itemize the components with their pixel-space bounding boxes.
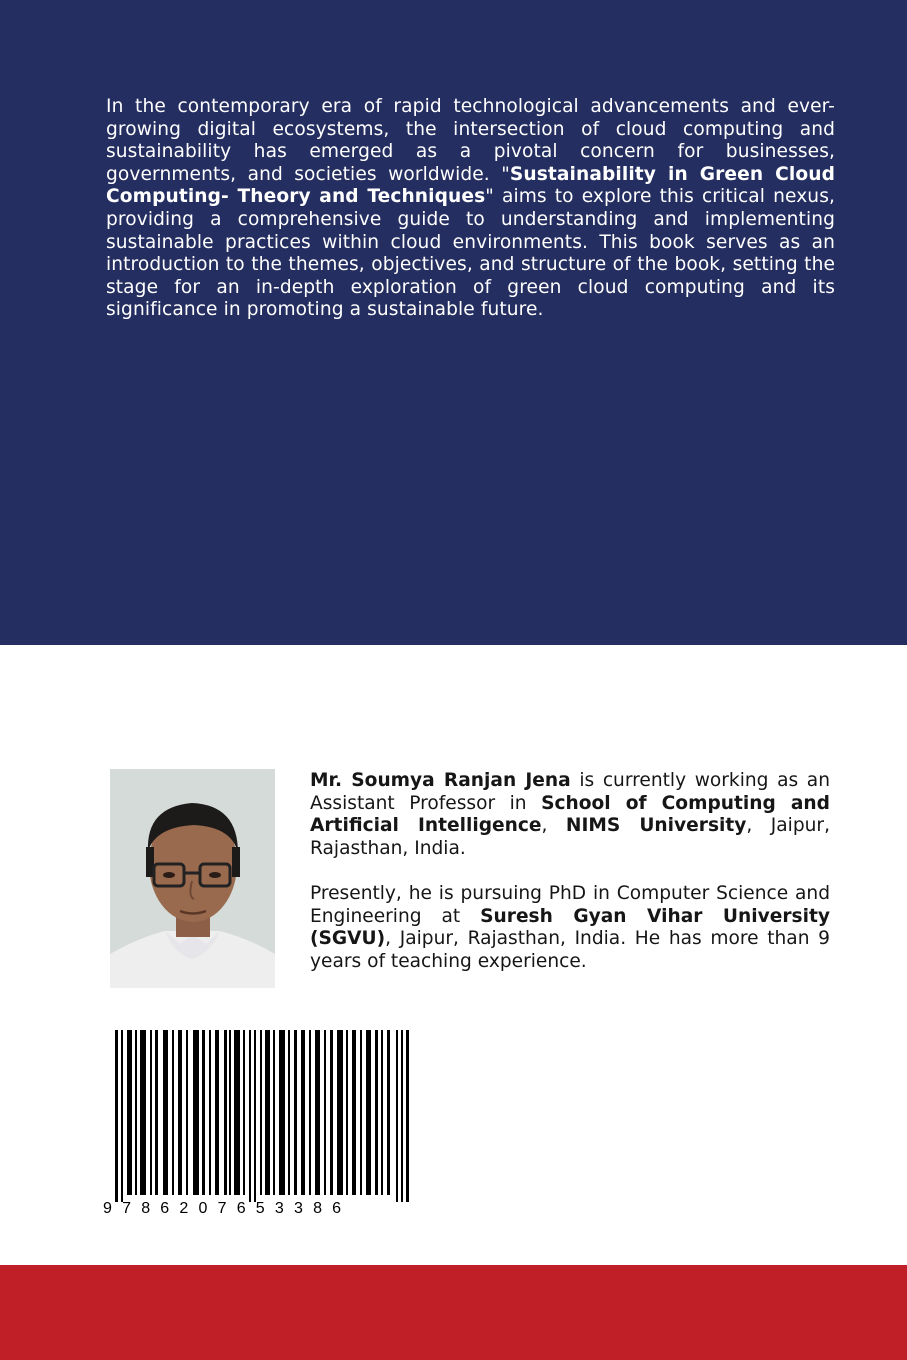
phd-university-name: Suresh Gyan Vihar University (SGVU) [310, 905, 830, 950]
bottom-red-band [0, 1265, 907, 1360]
description-rest: " aims to explore this critical nexus, providing a comprehensive guide to understanding and implementing sustainable practices within cloud environments. This book serves as an introduction to the themes, objectives, and structure of the book, setting the stage for an in-depth exploration of green cloud computing and its significance in promoting a sustainable future. [106, 186, 835, 321]
isbn-digits: 9786207653386 [103, 1200, 352, 1217]
description-intro: In the contemporary era of rapid technological advancements and ever-growing digital ecosystems, the intersection of cloud computing and sustainability has emerged as a pivotal concern for businesses, governments, and societies worldwide. " [106, 96, 835, 185]
school-name: School of Computing and Artificial Intelligence [310, 792, 830, 837]
bio-text: , Jaipur, Rajasthan, India. He has more than 9 years of teaching experience. [310, 928, 830, 972]
bio-text: , [541, 815, 566, 837]
author-bio [310, 770, 830, 996]
university-name: NIMS University [565, 815, 747, 837]
bio-text: is currently working as an Assistant Professor in [310, 770, 830, 814]
barcode-bars [103, 1030, 417, 1202]
bio-text: Presently, he is pursuing PhD in Computer Science and Engineering at [310, 882, 830, 927]
isbn-barcode [103, 1030, 417, 1220]
bio-paragraph-current-role [310, 770, 830, 860]
bio-paragraph-phd [310, 883, 830, 973]
bio-text: , Jaipur, Rajasthan, India. [310, 815, 830, 859]
book-description [106, 96, 835, 322]
author-photo [110, 769, 275, 988]
author-name: Mr. Soumya Ranjan Jena [310, 770, 571, 791]
book-title: Sustainability in Green Cloud Computing- Theory and Techniques [106, 163, 835, 208]
